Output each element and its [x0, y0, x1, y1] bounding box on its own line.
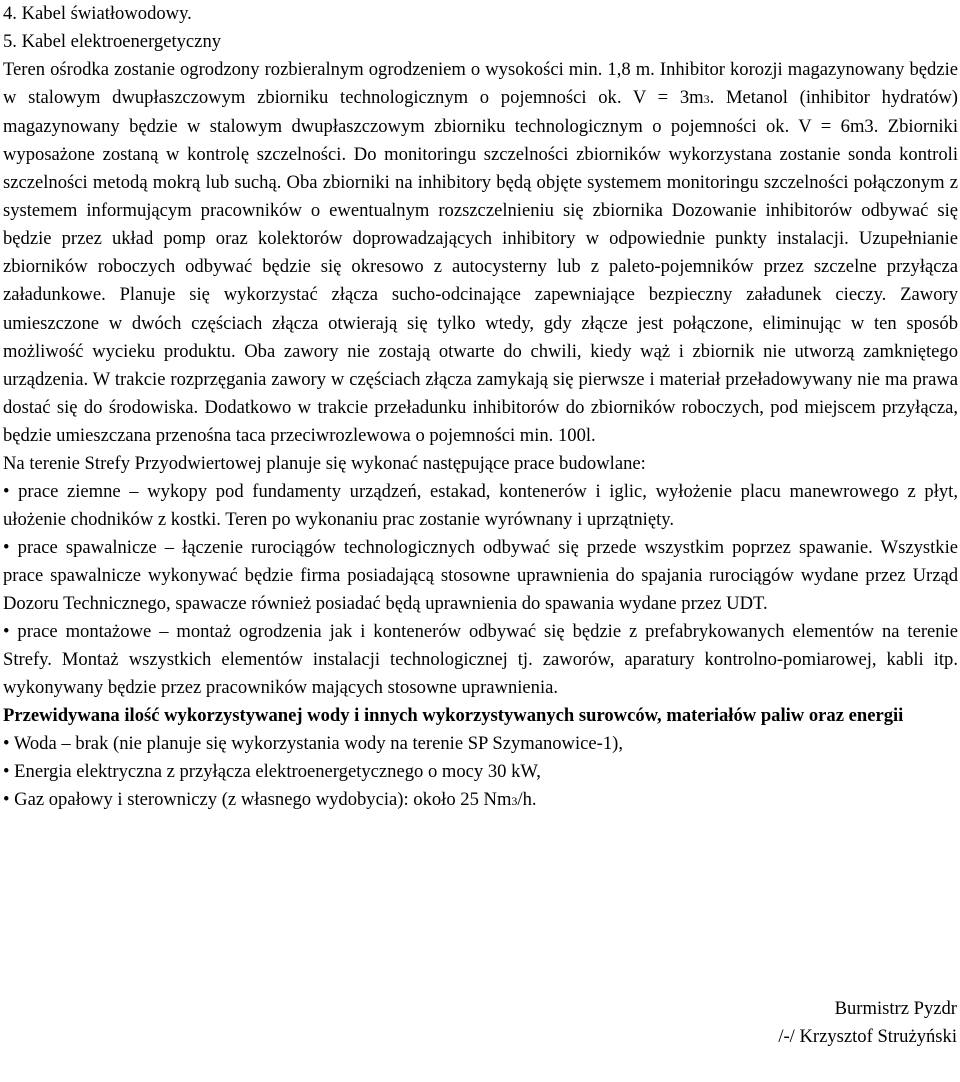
resource-item-water: • Woda – brak (nie planuje się wykorzystania wody na terenie SP Szymanowice-1),: [3, 733, 623, 755]
section-heading: Przewidywana ilość wykorzystywanej wody i innych wykorzystywanych surowców, materiałów paliw oraz energii: [3, 705, 904, 727]
resource-item-electricity: • Energia elektryczna z przyłącza elektroenergetycznego o mocy 30 kW,: [3, 761, 541, 783]
signature-title: Burmistrz Pyzdr: [834, 998, 957, 1019]
works-item-welding: • prace spawalnicze – łączenie rurociągów technologicznych odbywać się przede wszystkim poprzez spawanie. Wszystkie prace spawalnicze wykonywać będzie firma posiadającą stosowne uprawnienia do spajania rurociągów wydane przez Urząd Dozoru Technicznego, spawacze również posiadać będą uprawnienia do spawania wydane przez UDT.: [3, 536, 958, 614]
signature-name: /-/ Krzysztof Strużyński: [778, 1026, 957, 1048]
list-item-fiber-cable: 4. Kabel światłowodowy.: [3, 3, 192, 24]
subscript: 3: [511, 794, 518, 809]
paragraph-text: . Metanol (inhibitor hydratów) magazynowany będzie w stalowym dwupłaszczowym zbiorniku technologicznym o pojemności ok. V = 6m3. Zbiorniki wyposażone zostaną w kontrolę szczelności. Do monitoringu szczelności zbiorników wykorzystana zostanie sonda kontroli szczelności metodą mokrą lub suchą. Oba zbiorniki na inhibitory będą objęte systemem monitoringu szczelności połączonym z systemem informującym pracowników o ewentualnym rozszczelnieniu się zbiornika Dozowanie inhibitorów odbywać się będzie przez układ pomp oraz kolektorów doprowadzających inhibitory w odpowiednie punkty instalacji. Uzupełnianie zbiorników roboczych odbywać będzie się okresowo z autocysterny lub z paleto-pojemników przez szczelne przyłącza załadunkowe. Planuje się wykorzystać złącza sucho-odcinające zapewniające bezpieczny załadunek cieczy. Zawory umieszczone w dwóch częściach złącza otwierają się tylko wtedy, gdy złącze jest połączone, eliminując w ten sposób możliwość wycieku produktu. Oba zawory nie zostają otwarte do chwili, kiedy wąż i zbiornik nie utworzą zamkniętego urządzenia. W trakcie rozprzęgania zawory w częściach złącza zamykają się pierwsze i materiał przeładowywany nie ma prawa dostać się do środowiska. Dodatkowo w trakcie przeładunku inhibitorów do zbiorników roboczych, pod miejscem przyłącza, będzie umieszczana przenośna taca przeciwrozlewowa o pojemności min. 100l.: [3, 87, 958, 446]
works-item-earthworks: • prace ziemne – wykopy pod fundamenty urządzeń, estakad, kontenerów i iglic, wyłożenie placu manewrowego z płyt, ułożenie chodników z kostki. Teren po wykonaniu prac zostanie wyrównany i uprzątnięty.: [3, 480, 958, 530]
document-page: [3, 0, 958, 815]
resource-item-gas: • Gaz opałowy i sterowniczy (z własnego wydobycia): około 25 Nm3/h.: [3, 789, 537, 811]
list-item-power-cable: 5. Kabel elektroenergetyczny: [3, 31, 222, 53]
works-item-assembly: • prace montażowe – montaż ogrodzenia jak i kontenerów odbywać się będzie z prefabrykowanych elementów na terenie Strefy. Montaż wszystkich elementów instalacji technologicznej tj. zaworów, aparatury kontrolno-pomiarowej, kabli itp. wykonywany będzie przez pracowników mających stosowne uprawnienia.: [3, 621, 958, 699]
paragraph-text: Teren ośrodka zostanie ogrodzony rozbieralnym ogrodzeniem o wysokości min. 1,8 m. Inhibitor korozji magazynowany będzie w stalowym dwupłaszczowym zbiorniku technologicznym o pojemności ok. V = 3m: [3, 59, 958, 109]
paragraph-site-and-tanks: [3, 56, 958, 450]
signature-block: [557, 995, 957, 1051]
subscript: 3: [703, 92, 710, 107]
works-intro: Na terenie Strefy Przyodwiertowej planuje się wykonać następujące prace budowlane:: [3, 452, 646, 474]
